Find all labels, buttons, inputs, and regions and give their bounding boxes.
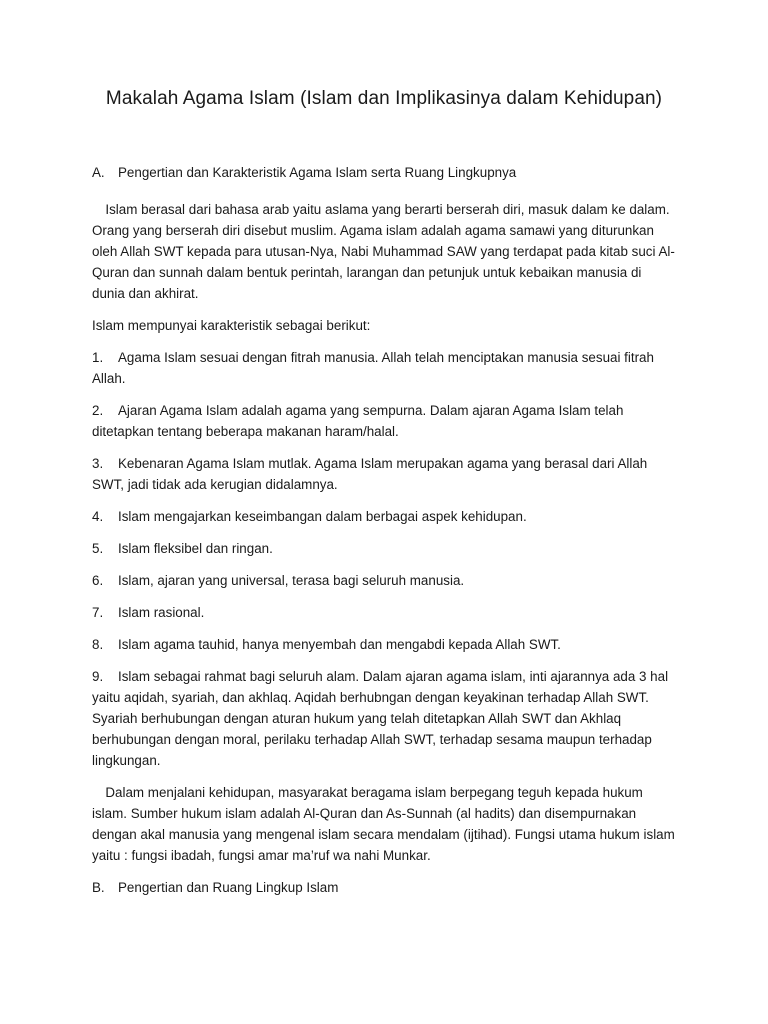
list-item xyxy=(92,538,676,559)
list-item xyxy=(92,400,676,442)
intro-paragraph: Islam berasal dari bahasa arab yaitu aslama yang berarti berserah diri, masuk dalam ke dalam. Orang yang berserah diri disebut muslim. Agama islam adalah agama samawi yang diturunkan oleh Allah SWT kepada para utusan-Nya, Nabi Muhammad SAW yang terdapat pada kitab suci Al-Quran dan sunnah dalam bentuk perintah, larangan dan petunjuk untuk kebaikan manusia di dunia dan akhirat. xyxy=(92,202,675,301)
list-item-number: 7. xyxy=(92,605,104,620)
list-item-text: Kebenaran Agama Islam mutlak. Agama Islam merupakan agama yang berasal dari Allah SWT, jadi tidak ada kerugian didalamnya. xyxy=(92,456,648,492)
list-item-text: Islam fleksibel dan ringan. xyxy=(118,541,273,556)
section-a-heading xyxy=(92,162,676,183)
list-item-text: Ajaran Agama Islam adalah agama yang sempurna. Dalam ajaran Agama Islam telah ditetapkan tentang beberapa makanan haram/halal. xyxy=(92,403,624,439)
list-item-number: 8. xyxy=(92,637,104,652)
section-b-marker: B. xyxy=(92,880,105,895)
list-item-number: 3. xyxy=(92,456,104,471)
list-item-text: Islam, ajaran yang universal, terasa bagi seluruh manusia. xyxy=(118,573,465,588)
list-item xyxy=(92,666,676,771)
section-a-heading-text: Pengertian dan Karakteristik Agama Islam serta Ruang Lingkupnya xyxy=(118,165,517,180)
section-b-heading xyxy=(92,877,676,898)
list-item xyxy=(92,506,676,527)
characteristics-list xyxy=(92,347,676,771)
list-item-number: 1. xyxy=(92,350,104,365)
list-item-text: Islam rasional. xyxy=(118,605,205,620)
list-item-number: 4. xyxy=(92,509,104,524)
list-item-text: Islam sebagai rahmat bagi seluruh alam. Dalam ajaran agama islam, inti ajarannya ada 3 hal yaitu aqidah, syariah, dan akhlaq. Aqidah berhubngan dengan keyakinan terhadap Allah SWT. Syariah berhubungan dengan aturan hukum yang telah ditetapkan Allah SWT dan Akhlaq berhubungan dengan moral, perilaku terhadap Allah SWT, terhadap sesama maupun terhadap lingkungan. xyxy=(92,669,669,768)
list-item-text: Islam mengajarkan keseimbangan dalam berbagai aspek kehidupan. xyxy=(118,509,527,524)
list-item xyxy=(92,570,676,591)
document-title: Makalah Agama Islam (Islam dan Implikasinya dalam Kehidupan) xyxy=(105,88,663,109)
section-b-heading-text: Pengertian dan Ruang Lingkup Islam xyxy=(118,880,339,895)
list-item-number: 2. xyxy=(92,403,104,418)
list-item-number: 9. xyxy=(92,669,104,684)
list-item xyxy=(92,602,676,623)
list-item-text: Agama Islam sesuai dengan fitrah manusia. Allah telah menciptakan manusia sesuai fitrah Allah. xyxy=(92,350,654,386)
section-a-marker: A. xyxy=(92,165,105,180)
closing-paragraph: Dalam menjalani kehidupan, masyarakat beragama islam berpegang teguh kepada hukum islam. Sumber hukum islam adalah Al-Quran dan As-Sunnah (al hadits) dan disempurnakan dengan akal manusia yang mengenal islam secara mendalam (ijtihad). Fungsi utama hukum islam yaitu : fungsi ibadah, fungsi amar ma’ruf wa nahi Munkar. xyxy=(92,785,675,863)
list-item xyxy=(92,634,676,655)
list-item-number: 6. xyxy=(92,573,104,588)
characteristics-intro: Islam mempunyai karakteristik sebagai berikut: xyxy=(92,318,371,333)
list-item xyxy=(92,347,676,389)
list-item-number: 5. xyxy=(92,541,104,556)
list-item xyxy=(92,453,676,495)
list-item-text: Islam agama tauhid, hanya menyembah dan mengabdi kepada Allah SWT. xyxy=(118,637,561,652)
